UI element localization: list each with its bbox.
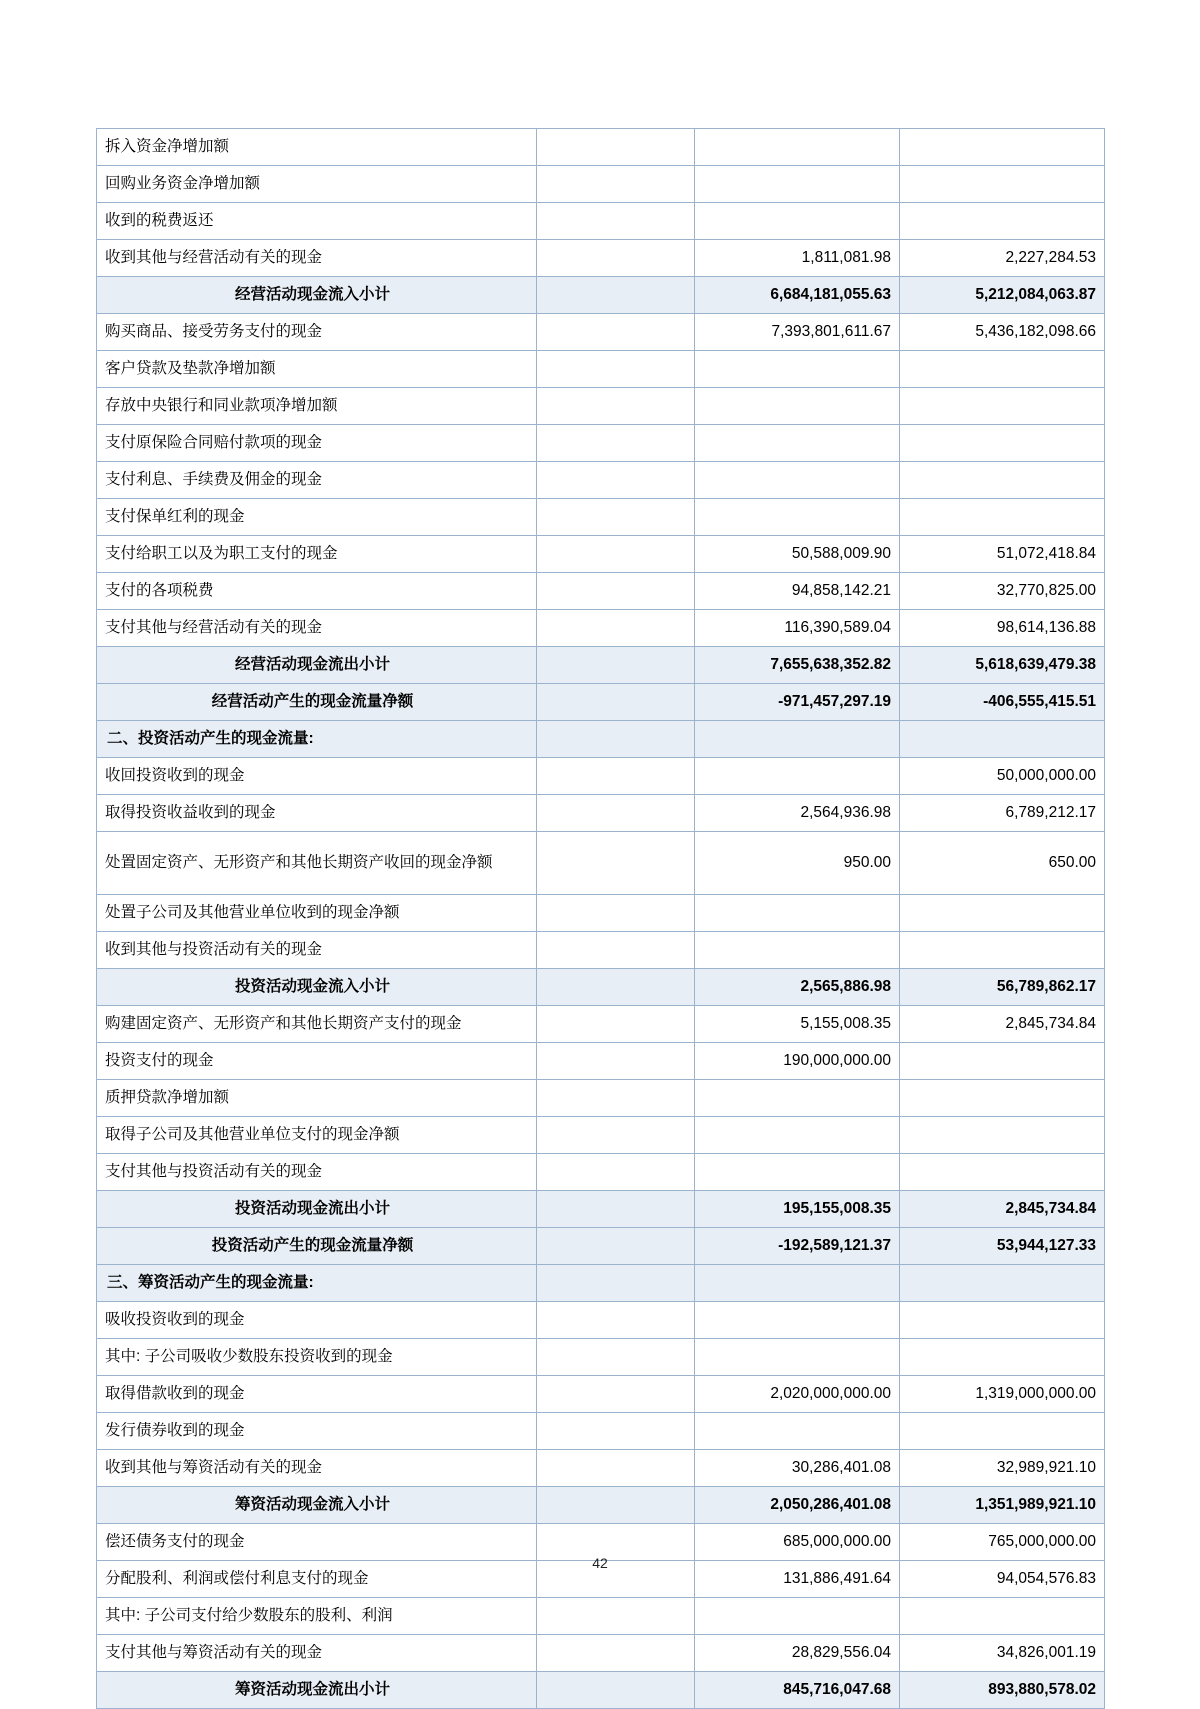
row-label: 支付原保险合同赔付款项的现金 <box>97 425 537 462</box>
row-note <box>537 166 695 203</box>
row-label: 收到其他与筹资活动有关的现金 <box>97 1450 537 1487</box>
table-row <box>97 388 1105 425</box>
row-current-period-amount: 50,588,009.90 <box>695 536 900 573</box>
row-label: 回购业务资金净增加额 <box>97 166 537 203</box>
row-note <box>537 1154 695 1191</box>
row-prior-period-amount: 51,072,418.84 <box>900 536 1105 573</box>
row-label: 经营活动现金流入小计 <box>97 277 537 314</box>
table-row <box>97 277 1105 314</box>
row-label: 拆入资金净增加额 <box>97 129 537 166</box>
row-prior-period-amount: 5,212,084,063.87 <box>900 277 1105 314</box>
row-label: 经营活动产生的现金流量净额 <box>97 684 537 721</box>
row-label: 投资活动产生的现金流量净额 <box>97 1228 537 1265</box>
row-note <box>537 314 695 351</box>
row-note <box>537 895 695 932</box>
row-prior-period-amount <box>900 351 1105 388</box>
row-prior-period-amount <box>900 1117 1105 1154</box>
row-prior-period-amount <box>900 932 1105 969</box>
row-prior-period-amount: -406,555,415.51 <box>900 684 1105 721</box>
table-row <box>97 1265 1105 1302</box>
row-prior-period-amount: 5,618,639,479.38 <box>900 647 1105 684</box>
row-current-period-amount <box>695 129 900 166</box>
row-prior-period-amount <box>900 462 1105 499</box>
row-prior-period-amount: 32,989,921.10 <box>900 1450 1105 1487</box>
row-prior-period-amount <box>900 425 1105 462</box>
row-current-period-amount: 1,811,081.98 <box>695 240 900 277</box>
table-row <box>97 1413 1105 1450</box>
row-current-period-amount <box>695 721 900 758</box>
row-note <box>537 129 695 166</box>
row-prior-period-amount: 893,880,578.02 <box>900 1672 1105 1709</box>
row-label: 质押贷款净增加额 <box>97 1080 537 1117</box>
row-current-period-amount: 5,155,008.35 <box>695 1006 900 1043</box>
row-note <box>537 499 695 536</box>
table-row <box>97 462 1105 499</box>
row-note <box>537 388 695 425</box>
row-prior-period-amount <box>900 1154 1105 1191</box>
row-label: 经营活动现金流出小计 <box>97 647 537 684</box>
table-row <box>97 1339 1105 1376</box>
table-row <box>97 166 1105 203</box>
row-note <box>537 240 695 277</box>
row-label: 其中: 子公司吸收少数股东投资收到的现金 <box>97 1339 537 1376</box>
row-note <box>537 1302 695 1339</box>
table-row <box>97 969 1105 1006</box>
row-label: 支付其他与投资活动有关的现金 <box>97 1154 537 1191</box>
row-prior-period-amount <box>900 1598 1105 1635</box>
row-note <box>537 795 695 832</box>
row-note <box>537 721 695 758</box>
table-row <box>97 573 1105 610</box>
table-row <box>97 1598 1105 1635</box>
table-row <box>97 203 1105 240</box>
row-current-period-amount: 7,393,801,611.67 <box>695 314 900 351</box>
table-row <box>97 240 1105 277</box>
row-current-period-amount <box>695 388 900 425</box>
row-note <box>537 684 695 721</box>
table-row <box>97 1117 1105 1154</box>
row-note <box>537 1487 695 1524</box>
row-label: 收到的税费返还 <box>97 203 537 240</box>
row-note <box>537 1117 695 1154</box>
row-label: 客户贷款及垫款净增加额 <box>97 351 537 388</box>
row-current-period-amount: 94,858,142.21 <box>695 573 900 610</box>
row-current-period-amount: 28,829,556.04 <box>695 1635 900 1672</box>
row-label: 投资支付的现金 <box>97 1043 537 1080</box>
row-prior-period-amount <box>900 388 1105 425</box>
row-label: 吸收投资收到的现金 <box>97 1302 537 1339</box>
row-label: 取得投资收益收到的现金 <box>97 795 537 832</box>
row-current-period-amount <box>695 1154 900 1191</box>
row-label: 处置固定资产、无形资产和其他长期资产收回的现金净额 <box>97 832 537 895</box>
row-note <box>537 573 695 610</box>
row-label: 三、筹资活动产生的现金流量: <box>97 1265 537 1302</box>
row-current-period-amount: 30,286,401.08 <box>695 1450 900 1487</box>
row-prior-period-amount: 1,351,989,921.10 <box>900 1487 1105 1524</box>
row-current-period-amount: 2,050,286,401.08 <box>695 1487 900 1524</box>
table-row <box>97 1487 1105 1524</box>
row-prior-period-amount: 6,789,212.17 <box>900 795 1105 832</box>
row-note <box>537 1006 695 1043</box>
row-note <box>537 832 695 895</box>
table-row <box>97 1191 1105 1228</box>
row-prior-period-amount: 50,000,000.00 <box>900 758 1105 795</box>
row-label: 筹资活动现金流出小计 <box>97 1672 537 1709</box>
row-current-period-amount <box>695 351 900 388</box>
table-row <box>97 1672 1105 1709</box>
row-prior-period-amount: 2,845,734.84 <box>900 1006 1105 1043</box>
table-row <box>97 536 1105 573</box>
row-label: 支付的各项税费 <box>97 573 537 610</box>
row-current-period-amount <box>695 1117 900 1154</box>
row-label: 二、投资活动产生的现金流量: <box>97 721 537 758</box>
row-prior-period-amount: 53,944,127.33 <box>900 1228 1105 1265</box>
row-prior-period-amount: 1,319,000,000.00 <box>900 1376 1105 1413</box>
row-note <box>537 425 695 462</box>
row-label: 其中: 子公司支付给少数股东的股利、利润 <box>97 1598 537 1635</box>
table-row <box>97 499 1105 536</box>
table-row <box>97 129 1105 166</box>
row-label: 收到其他与投资活动有关的现金 <box>97 932 537 969</box>
table-row <box>97 314 1105 351</box>
row-note <box>537 758 695 795</box>
row-prior-period-amount: 650.00 <box>900 832 1105 895</box>
table-row <box>97 721 1105 758</box>
row-current-period-amount: -971,457,297.19 <box>695 684 900 721</box>
row-note <box>537 1265 695 1302</box>
row-current-period-amount <box>695 203 900 240</box>
row-note <box>537 1191 695 1228</box>
row-prior-period-amount <box>900 499 1105 536</box>
row-prior-period-amount <box>900 129 1105 166</box>
table-row <box>97 425 1105 462</box>
row-note <box>537 462 695 499</box>
row-current-period-amount: 190,000,000.00 <box>695 1043 900 1080</box>
table-row <box>97 1635 1105 1672</box>
row-prior-period-amount <box>900 1043 1105 1080</box>
row-label: 收回投资收到的现金 <box>97 758 537 795</box>
row-label: 筹资活动现金流入小计 <box>97 1487 537 1524</box>
row-note <box>537 969 695 1006</box>
row-prior-period-amount <box>900 1339 1105 1376</box>
row-prior-period-amount: 32,770,825.00 <box>900 573 1105 610</box>
row-current-period-amount <box>695 1302 900 1339</box>
row-note <box>537 1672 695 1709</box>
row-prior-period-amount: 56,789,862.17 <box>900 969 1105 1006</box>
row-label: 存放中央银行和同业款项净增加额 <box>97 388 537 425</box>
table-row <box>97 1302 1105 1339</box>
row-current-period-amount: 845,716,047.68 <box>695 1672 900 1709</box>
row-current-period-amount <box>695 1265 900 1302</box>
row-current-period-amount <box>695 932 900 969</box>
table-row <box>97 1228 1105 1265</box>
row-note <box>537 536 695 573</box>
row-label: 分配股利、利润或偿付利息支付的现金 <box>97 1561 537 1598</box>
row-current-period-amount: 195,155,008.35 <box>695 1191 900 1228</box>
row-prior-period-amount <box>900 166 1105 203</box>
row-current-period-amount: 685,000,000.00 <box>695 1524 900 1561</box>
row-prior-period-amount: 94,054,576.83 <box>900 1561 1105 1598</box>
row-current-period-amount <box>695 1080 900 1117</box>
row-label: 发行债券收到的现金 <box>97 1413 537 1450</box>
cash-flow-statement-table <box>96 128 1105 1709</box>
row-note <box>537 1376 695 1413</box>
row-current-period-amount: -192,589,121.37 <box>695 1228 900 1265</box>
table-row <box>97 795 1105 832</box>
row-current-period-amount <box>695 462 900 499</box>
row-current-period-amount <box>695 758 900 795</box>
table-row <box>97 610 1105 647</box>
table-row <box>97 647 1105 684</box>
row-current-period-amount: 6,684,181,055.63 <box>695 277 900 314</box>
row-prior-period-amount: 2,227,284.53 <box>900 240 1105 277</box>
table-body <box>97 129 1105 1709</box>
row-label: 处置子公司及其他营业单位收到的现金净额 <box>97 895 537 932</box>
table-row <box>97 1043 1105 1080</box>
row-current-period-amount <box>695 1339 900 1376</box>
row-prior-period-amount <box>900 1413 1105 1450</box>
row-label: 购建固定资产、无形资产和其他长期资产支付的现金 <box>97 1006 537 1043</box>
row-label: 支付给职工以及为职工支付的现金 <box>97 536 537 573</box>
table-row <box>97 1080 1105 1117</box>
table-row <box>97 932 1105 969</box>
row-prior-period-amount: 98,614,136.88 <box>900 610 1105 647</box>
table-row <box>97 895 1105 932</box>
row-label: 取得借款收到的现金 <box>97 1376 537 1413</box>
row-current-period-amount: 2,564,936.98 <box>695 795 900 832</box>
row-label: 支付其他与筹资活动有关的现金 <box>97 1635 537 1672</box>
table-row <box>97 758 1105 795</box>
row-label: 支付保单红利的现金 <box>97 499 537 536</box>
row-note <box>537 1043 695 1080</box>
row-current-period-amount <box>695 895 900 932</box>
row-current-period-amount <box>695 166 900 203</box>
table-row <box>97 351 1105 388</box>
row-prior-period-amount: 765,000,000.00 <box>900 1524 1105 1561</box>
row-note <box>537 1635 695 1672</box>
row-label: 收到其他与经营活动有关的现金 <box>97 240 537 277</box>
row-prior-period-amount <box>900 1080 1105 1117</box>
row-note <box>537 351 695 388</box>
row-note <box>537 1413 695 1450</box>
table-row <box>97 1376 1105 1413</box>
row-current-period-amount: 116,390,589.04 <box>695 610 900 647</box>
row-prior-period-amount: 5,436,182,098.66 <box>900 314 1105 351</box>
row-note <box>537 1598 695 1635</box>
row-current-period-amount: 2,565,886.98 <box>695 969 900 1006</box>
row-label: 取得子公司及其他营业单位支付的现金净额 <box>97 1117 537 1154</box>
row-current-period-amount <box>695 499 900 536</box>
row-current-period-amount: 950.00 <box>695 832 900 895</box>
row-note <box>537 277 695 314</box>
row-note <box>537 203 695 240</box>
row-prior-period-amount <box>900 895 1105 932</box>
row-current-period-amount: 2,020,000,000.00 <box>695 1376 900 1413</box>
table-row <box>97 1154 1105 1191</box>
row-prior-period-amount: 34,826,001.19 <box>900 1635 1105 1672</box>
table-row <box>97 1006 1105 1043</box>
row-note <box>537 647 695 684</box>
row-current-period-amount <box>695 425 900 462</box>
row-current-period-amount: 7,655,638,352.82 <box>695 647 900 684</box>
row-current-period-amount: 131,886,491.64 <box>695 1561 900 1598</box>
row-note <box>537 1080 695 1117</box>
row-note <box>537 1450 695 1487</box>
table-row <box>97 1450 1105 1487</box>
row-label: 支付其他与经营活动有关的现金 <box>97 610 537 647</box>
row-note <box>537 1228 695 1265</box>
row-label: 投资活动现金流出小计 <box>97 1191 537 1228</box>
row-prior-period-amount: 2,845,734.84 <box>900 1191 1105 1228</box>
table-row <box>97 684 1105 721</box>
row-label: 投资活动现金流入小计 <box>97 969 537 1006</box>
row-prior-period-amount <box>900 1302 1105 1339</box>
row-label: 偿还债务支付的现金 <box>97 1524 537 1561</box>
table-row <box>97 832 1105 895</box>
row-note <box>537 610 695 647</box>
row-current-period-amount <box>695 1413 900 1450</box>
row-prior-period-amount <box>900 203 1105 240</box>
row-current-period-amount <box>695 1598 900 1635</box>
row-label: 购买商品、接受劳务支付的现金 <box>97 314 537 351</box>
row-note <box>537 1339 695 1376</box>
page-number: 42 <box>592 1555 608 1571</box>
row-prior-period-amount <box>900 1265 1105 1302</box>
row-label: 支付利息、手续费及佣金的现金 <box>97 462 537 499</box>
row-note <box>537 932 695 969</box>
row-prior-period-amount <box>900 721 1105 758</box>
